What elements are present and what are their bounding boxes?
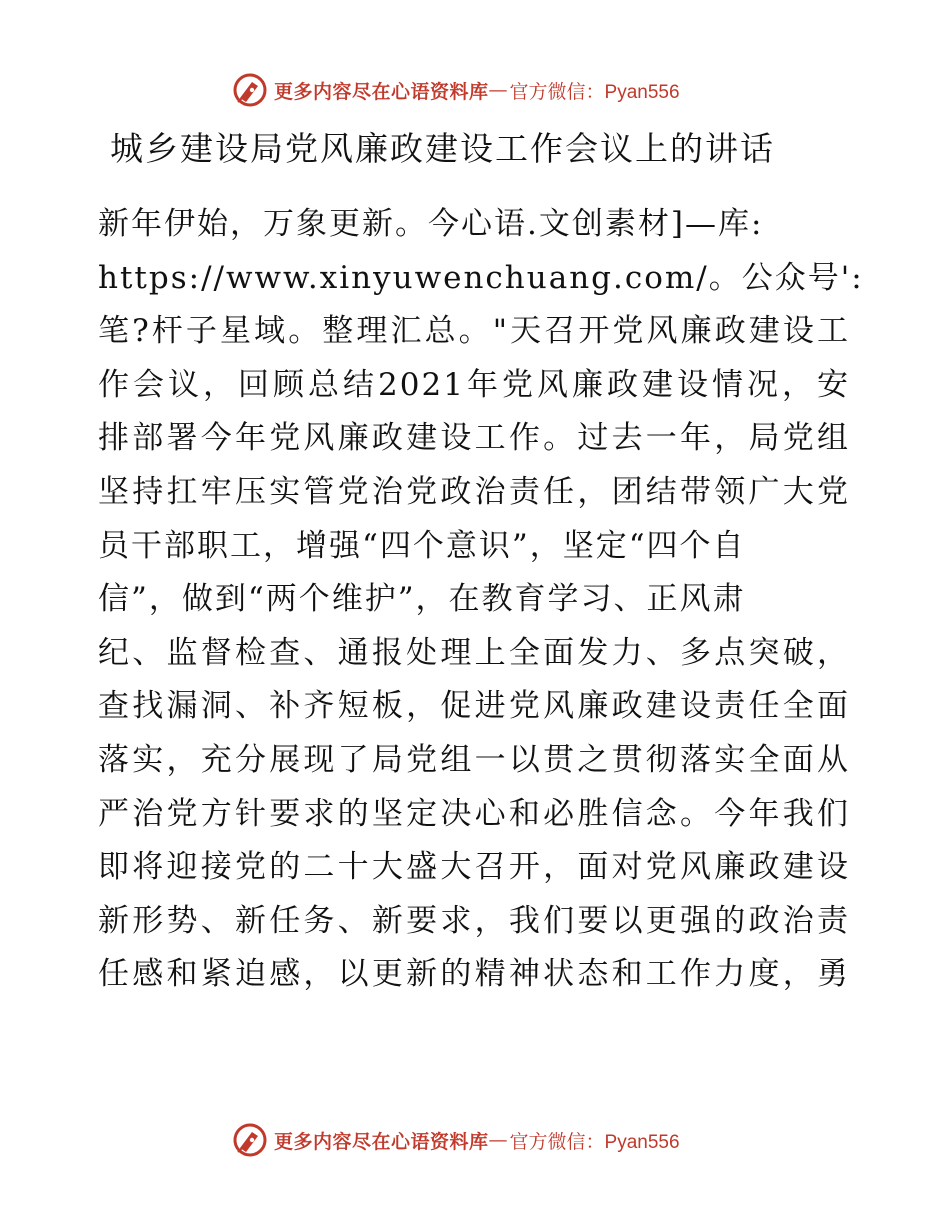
document-body: [98, 198, 864, 1002]
body-line: 新年伊始，万象更新。今心语.文创素材]—库:: [98, 206, 764, 242]
body-line: https://www.xinyuwenchuang.com/。公众号':: [98, 259, 864, 296]
body-line: 落实，充分展现了局党组一以贯之贯彻落实全面从: [98, 741, 850, 778]
body-line: 员干部职工，增强“四个意识”，坚定“四个自: [98, 527, 746, 564]
body-line: 作会议，回顾总结2021年党风廉政建设情况，安: [98, 366, 850, 403]
watermark-brand: 更多内容尽在心语资料库: [274, 80, 489, 103]
document-title: 城乡建设局党风廉政建设工作会议上的讲话: [110, 129, 775, 168]
pen-nib-logo-icon: [232, 1122, 268, 1158]
body-line: 查找漏洞、补齐短板，促进党风廉政建设责任全面: [98, 688, 850, 725]
header-watermark: [232, 70, 712, 110]
watermark-separator: —: [488, 79, 508, 101]
footer-watermark: [232, 1120, 712, 1160]
body-line: 即将迎接党的二十大盛大召开，面对党风廉政建设: [98, 849, 850, 886]
body-line: 新形势、新任务、新要求，我们要以更强的政治责: [98, 902, 850, 939]
body-line: 信”，做到“两个维护”，在教育学习、正风肃: [98, 581, 746, 618]
pen-nib-logo-icon: [232, 72, 268, 108]
watermark-brand: 更多内容尽在心语资料库: [274, 1130, 489, 1153]
body-line: 纪、监督检查、通报处理上全面发力、多点突破，: [98, 634, 850, 671]
body-line: 任感和紧迫感，以更新的精神状态和工作力度，勇: [98, 956, 850, 993]
watermark-separator: —: [488, 1129, 508, 1151]
body-line: 笔?杆子星域。整理汇总。"天召开党风廉政建设工: [98, 313, 850, 350]
body-line: 排部署今年党风廉政建设工作。过去一年，局党组: [98, 420, 850, 457]
watermark-contact: 官方微信：Pyan556: [509, 1131, 680, 1153]
body-line: 坚持扛牢压实管党治党政治责任，团结带领广大党: [98, 473, 850, 510]
body-line: 严治党方针要求的坚定决心和必胜信念。今年我们: [98, 795, 850, 832]
watermark-contact: 官方微信：Pyan556: [509, 81, 680, 103]
